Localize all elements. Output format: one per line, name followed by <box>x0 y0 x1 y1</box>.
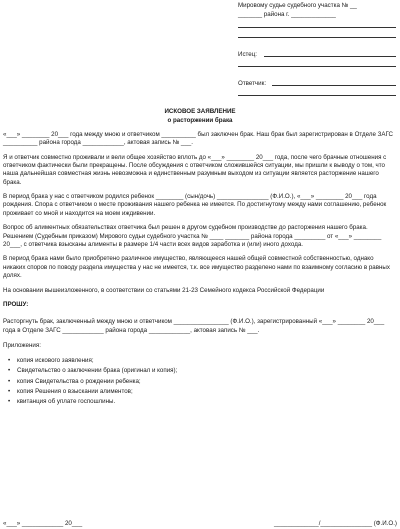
plaintiff-label: Истец: <box>238 51 258 58</box>
blank-line <box>238 95 396 103</box>
paragraph-child: В период брака у нас с ответчиком родился ребенок ________ (сын/дочь) _______________ (Ф.И.О.), «___» ________ 20___ года рождения. Спора с ответчиком о месте проживания нашего ребенка не имеется. По достигнутому между нами соглашению, ребенок проживает со мной и находится на моем иждивении. <box>3 193 387 217</box>
document-header <box>238 2 396 103</box>
list-item: • квитанция об уплате госпошлины. <box>17 398 397 408</box>
paragraph-relations: Я и ответчик совместно проживали и вели общее хозяйство вплоть до «___» ________ 20___ года, после чего брачные отношения с ответчиком фактически были прекращены. После обсуждения с ответчиком сложившейся ситуации, мы пришли к выводу о том, что наша дальнейшая совместная жизнь невозможна и единственным разумным выходом из ситуации является расторжение нашего брака. <box>3 153 387 186</box>
blank-line <box>238 37 396 45</box>
attachments-heading: Приложения: <box>3 341 41 349</box>
attachments-list <box>3 357 397 408</box>
document-body <box>3 131 397 409</box>
title-line-2: о расторжении брака <box>167 117 233 124</box>
list-item: • копия Решения о взыскании алиментов; <box>17 388 397 398</box>
blank-line <box>238 66 396 74</box>
defendant-label: Ответчик: <box>238 80 267 87</box>
signature-line: _____________/_______________ (Ф.И.О.) <box>273 520 397 527</box>
paragraph-marriage: «___» ________ 20___ года между мною и ответчиком __________ был заключен брак. Наш брак был зарегистрирован в Отделе ЗАГС __________ района города ____________, актовая запись № ___. <box>3 131 394 147</box>
document-title <box>0 108 400 126</box>
paragraph-alimony: Вопрос об алиментных обязательствах ответчика был решен в другом судебном производстве до расторжения нашего брака. Решением (Судебным приказом) Мирового судьи судебного участка № ____ _______ района города _________ от «___» ________ 20___, с ответчика взысканы алименты в размере 1/4 части всех видов заработка и (или) иного дохода. <box>3 224 382 248</box>
list-item: • Свидетельство о заключении брака (оригинал и копия); <box>17 367 397 377</box>
blank-line <box>238 27 396 35</box>
list-item: • копия Свидетельства о рождении ребенка; <box>17 378 397 388</box>
request-heading: ПРОШУ: <box>3 301 29 309</box>
request-text: Расторгнуть брак, заключенный между мною и ответчиком ________________ (Ф.И.О.), зарегистрированный «___» ________ 20___ года в Отделе ЗАГС ____________ района города ____________, актовая запись № ___. <box>3 318 385 334</box>
list-item: • копия искового заявления; <box>17 357 397 367</box>
signature-date: «___» ____________ 20___ <box>3 520 83 527</box>
court-addressee: Мировому судье судебного участка № __ <box>238 2 357 9</box>
title-line-1: ИСКОВОЕ ЗАЯВЛЕНИЕ <box>164 108 236 115</box>
court-district: _______ района г. _____________ <box>238 10 336 18</box>
paragraph-legal-basis: На основании вышеизложенного, в соответствии со статьями 21-23 Семейного кодекса Российской Федерации <box>3 286 325 294</box>
paragraph-property: В период брака нами было приобретено различное имущество, являющееся нашей общей совместной собственностью, однако никаких споров по поводу раздела имущества у нас не имеется, т.к. все имущество разделено нами по взаимному согласию в равных долях. <box>3 255 390 279</box>
blank-line <box>238 56 396 64</box>
